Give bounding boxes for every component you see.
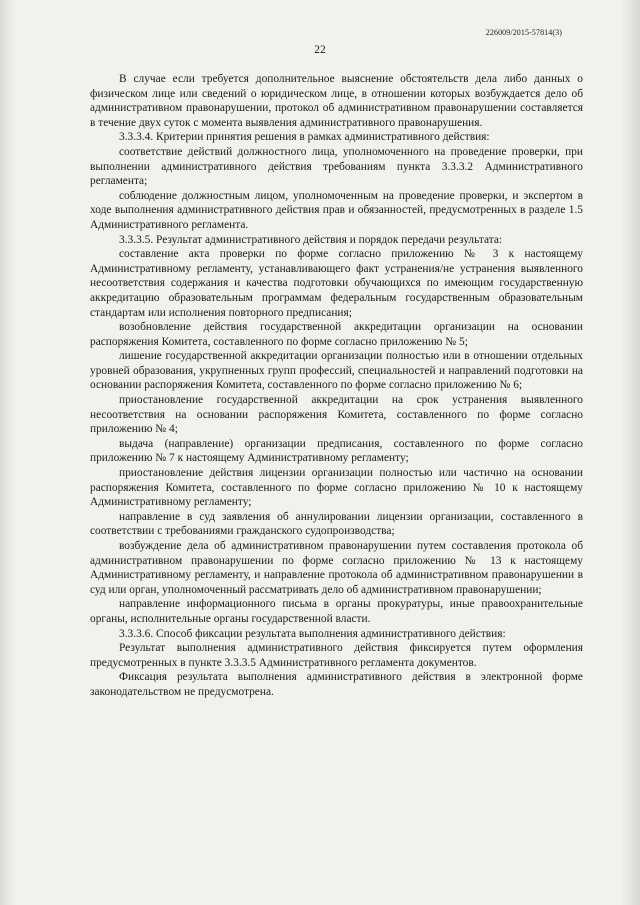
scan-edge-right (620, 0, 640, 905)
paragraph-result-information-letter: направление информационного письма в органы прокуратуры, иные правоохранительные органы, исполнительные органы государственной власти. (90, 598, 583, 625)
paragraph-result-license-suspension: приостановление действия лицензии организации полностью или частично на основании распоряжения Комитета, составленного по форме согласно приложению № 10 к настоящему Административному регламенту; (90, 467, 583, 509)
paragraph-result-deprivation: лишение государственной аккредитации организации полностью или в отношении отдельных уровней образования, укрупненных групп профессий, специальностей и направлений подготовки на основании распоряжения Комитета, составленного по форме согласно приложению № 6; (90, 350, 583, 392)
paragraph-result-suspension: приостановление государственной аккредитации на срок устранения выявленного несоответствия на основании распоряжения Комитета, составленного по форме согласно приложению № 4; (90, 394, 583, 436)
paragraph-result-resumption: возобновление действия государственной аккредитации организации на основании распоряжения Комитета, составленного по форме согласно приложению № 5; (90, 321, 583, 348)
paragraph-result-prescription: выдача (направление) организации предписания, составленного по форме согласно приложению № 7 к настоящему Административному регламенту; (90, 437, 583, 465)
paragraph-section-3-3-3-6: 3.3.3.6. Способ фиксации результата выполнения административного действия: (119, 627, 506, 640)
paragraph-fixation-electronic: Фиксация результата выполнения административного действия в электронной форме законодательством не предусмотрена. (90, 671, 583, 698)
paragraph-section-3-3-3-5: 3.3.3.5. Результат административного действия и порядок передачи результата: (119, 233, 503, 246)
paragraph-criteria-compliance: соответствие действий должностного лица, уполномоченного на проведение проверки, при выполнении административного действия требованиям пункта 3.3.3.2 Административного регламента; (90, 145, 583, 188)
paragraph-result-court-claim: направление в суд заявления об аннулировании лицензии организации, составленного в соответствии с требованиями гражданского судопроизводства; (90, 510, 583, 538)
page-number: 22 (314, 44, 326, 56)
paragraph-section-3-3-3-4: 3.3.3.4. Критерии принятия решения в рамках административного действия: (119, 131, 490, 144)
paragraph-result-inspection-act: составление акта проверки по форме согласно приложению № 3 к настоящему Административному регламенту, устанавливающего факт устранения/не устранения выявленного несоответствия содержания и качества подготовки обучающихся по имеющим государственную аккредитацию образовательным программам федеральным государственным образовательным стандартам или исполнения повторного предписания; (90, 248, 583, 319)
paragraph-fixation-documents: Результат выполнения административного действия фиксируется путем оформления предусмотренных в пункте 3.3.3.5 Административного регламента документов. (90, 642, 583, 669)
paragraph-supplementary-clarification: В случае если требуется дополнительное выяснение обстоятельств дела либо данных о физическом лице или сведений о юридическом лице, в отношении которых возбуждается дело об административном правонарушении, протокол об административном правонарушении составляется в течение двух суток с момента выявления административного правонарушения. (90, 73, 583, 129)
document-body (90, 72, 583, 700)
scan-edge-left (0, 0, 16, 905)
registration-number: 226009/2015-57814(3) (485, 28, 562, 37)
paragraph-result-administrative-case: возбуждение дела об административном правонарушении путем составления протокола об административном правонарушении по форме согласно приложению № 13 к настоящему Административному регламенту, и направление протокола об административном правонарушении в суд или орган, уполномоченный рассматривать дело об административном правонарушении; (90, 540, 583, 596)
paragraph-criteria-rights: соблюдение должностным лицом, уполномоченным на проведение проверки, и экспертом в ходе выполнения административного действия прав и обязанностей, предусмотренных в разделе 1.5 Административного регламента. (90, 189, 583, 231)
